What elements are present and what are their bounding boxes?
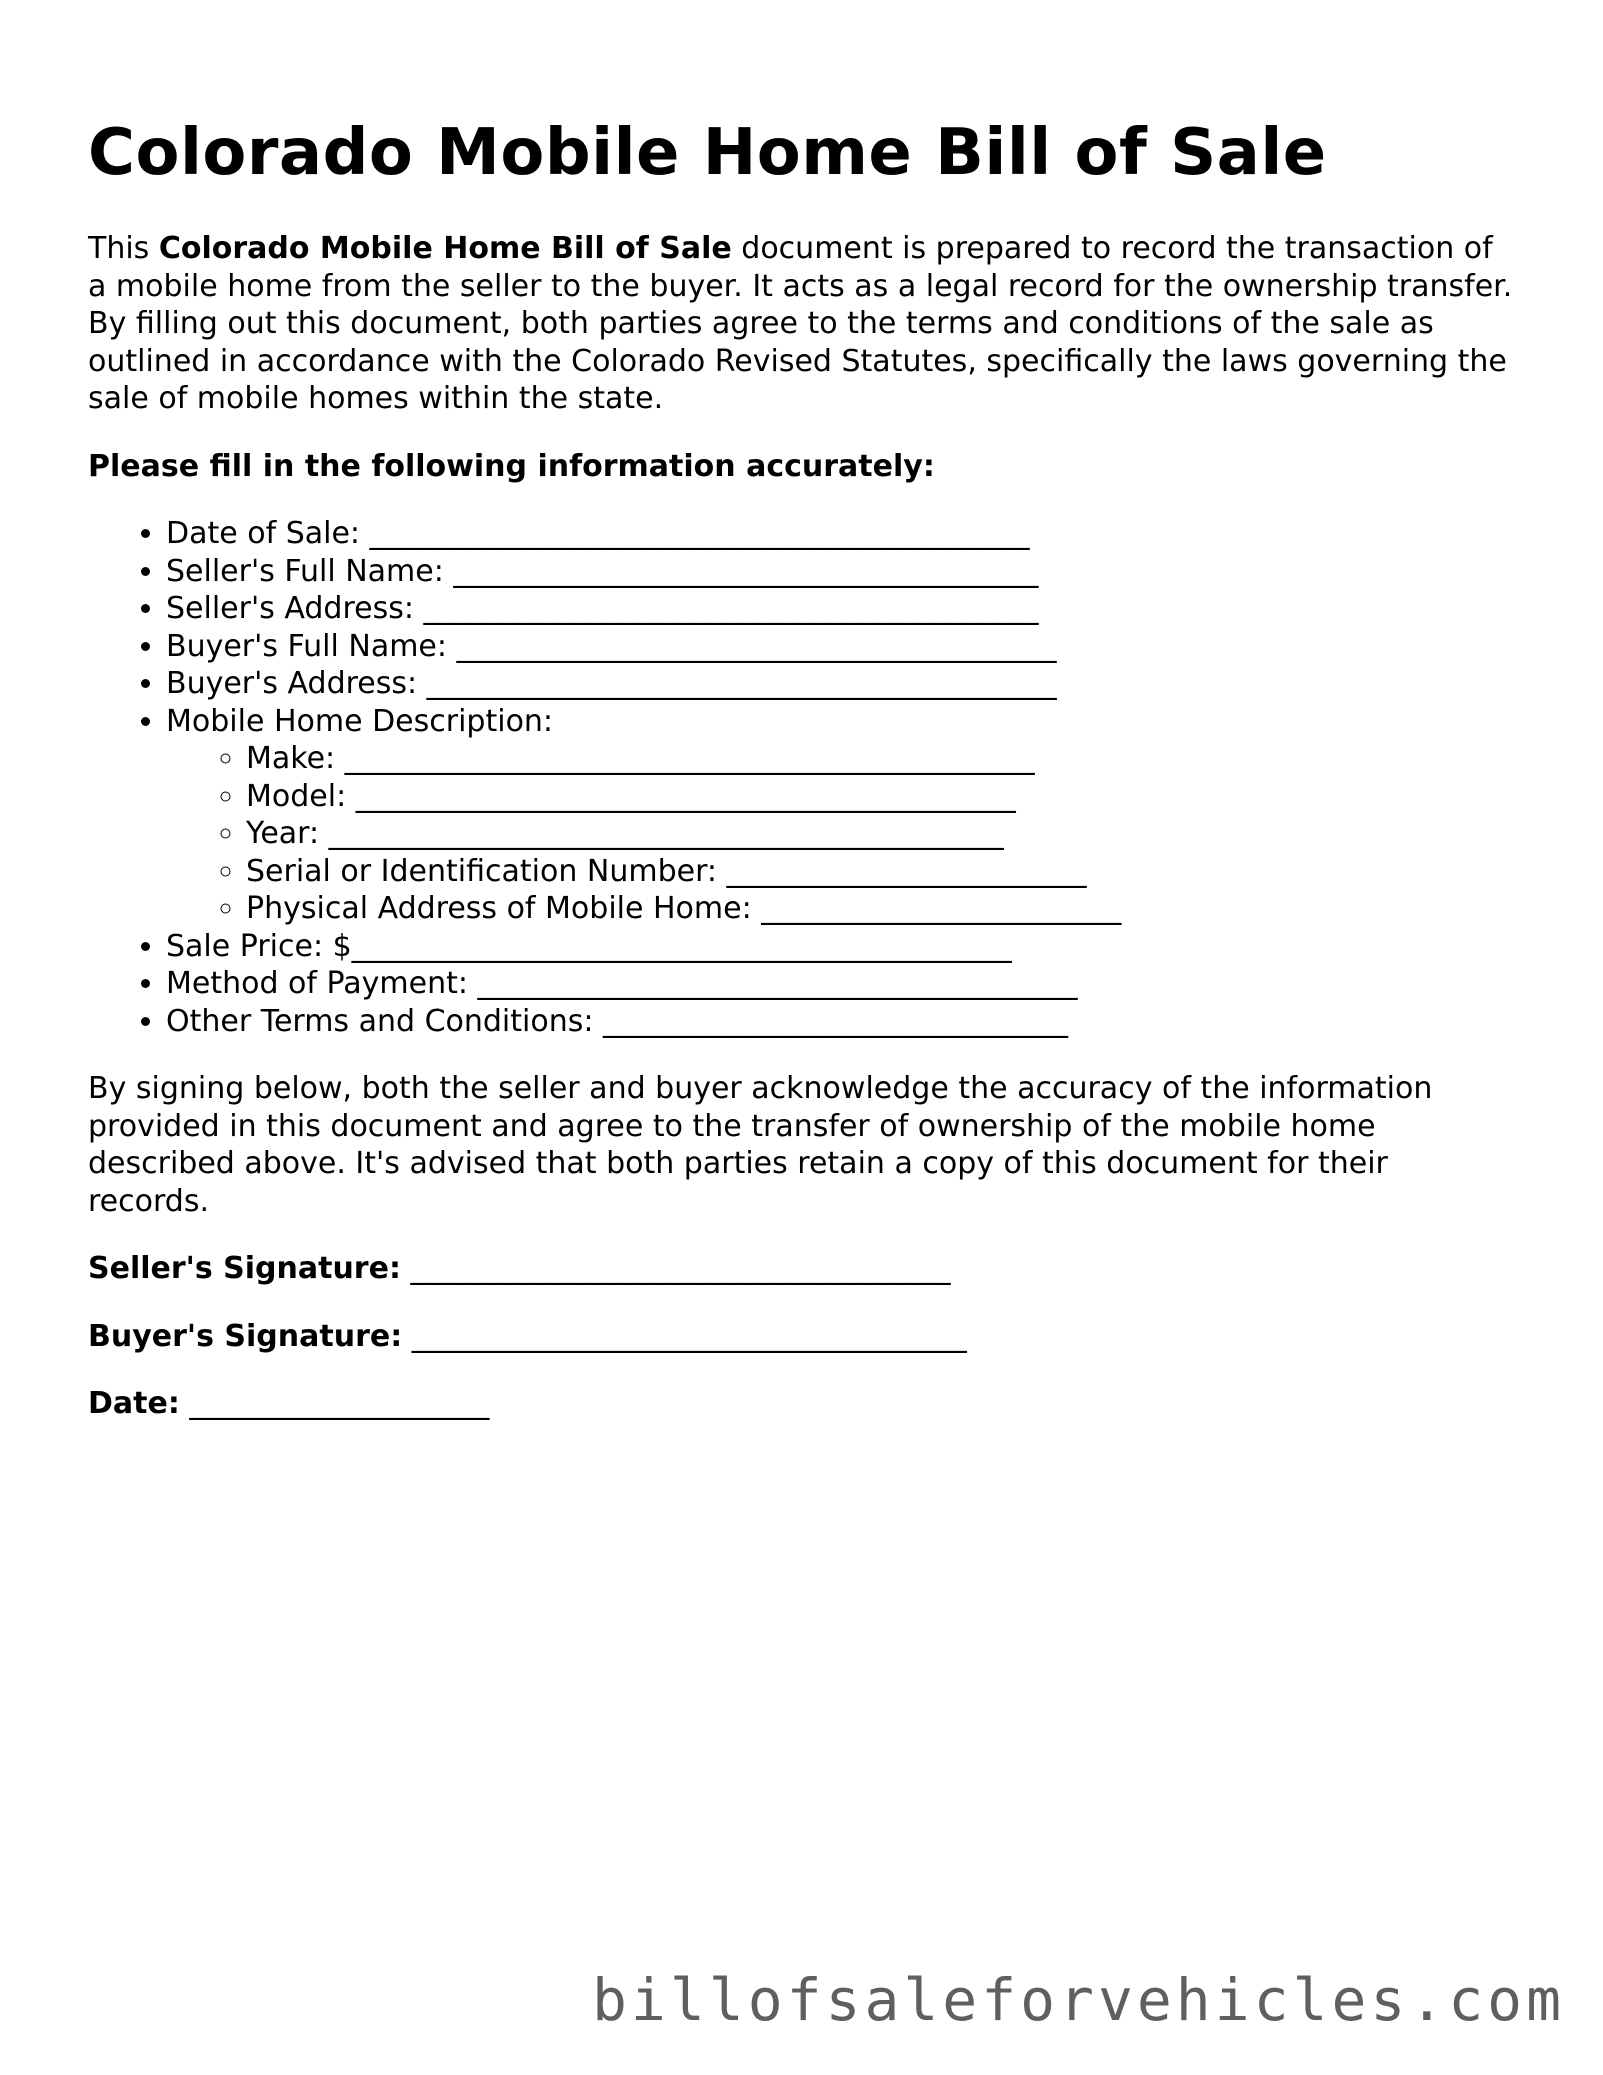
buyer-signature-line[interactable]: _____________________________________ xyxy=(402,1318,967,1354)
fill-instruction: Please fill in the following information accurately: xyxy=(88,448,935,484)
document-title: Colorado Mobile Home Bill of Sale xyxy=(88,116,1327,190)
seller-signature-label: Seller's Signature: xyxy=(88,1251,401,1286)
date-line[interactable]: ____________________ xyxy=(179,1386,490,1421)
field-serial-number[interactable]: ◦ Serial or Identification Number: ________________________ xyxy=(246,853,1518,891)
field-seller-name[interactable]: • Seller's Full Name: _______________________________________ xyxy=(166,553,1518,591)
closing-paragraph: By signing below, both the seller and buyer acknowledge the accuracy of the information provided in this document and agree to the transfer of ownership of the mobile home described above. It's advised that both parties retain a copy of this document for their records. xyxy=(88,1071,1433,1219)
description-label: Mobile Home Description: xyxy=(166,703,554,739)
field-buyer-name[interactable]: • Buyer's Full Name: ________________________________________ xyxy=(166,628,1518,666)
field-year[interactable]: ◦ Year: _____________________________________________ xyxy=(246,815,1518,853)
field-physical-address[interactable]: ◦ Physical Address of Mobile Home: ________________________ xyxy=(246,890,1518,928)
field-seller-address[interactable]: • Seller's Address: _________________________________________ xyxy=(166,590,1518,628)
seller-signature-line[interactable]: ____________________________________ xyxy=(400,1251,951,1286)
intro-suffix: document is prepared to record the transaction of a mobile home from the seller to the buyer. It acts as a legal record for the ownership transfer. By filling out this document, both parties agree to the terms and conditions of the sale as outlined in accordance with the Colorado Revised Statutes, specifically the laws governing the sale of mobile homes within the state. xyxy=(88,231,1513,416)
field-payment-method[interactable]: • Method of Payment: ________________________________________ xyxy=(166,965,1518,1003)
field-list xyxy=(88,515,1518,1040)
document-page xyxy=(88,110,1518,1423)
intro-bold-title: Colorado Mobile Home Bill of Sale xyxy=(158,231,732,266)
field-make[interactable]: ◦ Make: ______________________________________________ xyxy=(246,740,1518,778)
date-label: Date: xyxy=(88,1386,180,1421)
field-model[interactable]: ◦ Model: ____________________________________________ xyxy=(246,778,1518,816)
site-watermark: billofsaleforvehicles.com xyxy=(592,1966,1565,2034)
description-sublist xyxy=(166,740,1518,928)
buyer-signature-row xyxy=(88,1318,1518,1356)
intro-prefix: This xyxy=(88,231,159,266)
date-signature-row xyxy=(88,1385,1518,1423)
field-mobile-home-description xyxy=(166,703,1518,928)
intro-paragraph xyxy=(88,230,1518,418)
buyer-signature-label: Buyer's Signature: xyxy=(88,1318,403,1354)
field-sale-price[interactable]: • Sale Price: $____________________________________________ xyxy=(166,928,1518,966)
field-buyer-address[interactable]: • Buyer's Address: __________________________________________ xyxy=(166,665,1518,703)
field-date-of-sale[interactable]: • Date of Sale: ____________________________________________ xyxy=(166,515,1518,553)
seller-signature-row xyxy=(88,1250,1518,1288)
field-other-terms[interactable]: • Other Terms and Conditions: _______________________________ xyxy=(166,1003,1518,1041)
